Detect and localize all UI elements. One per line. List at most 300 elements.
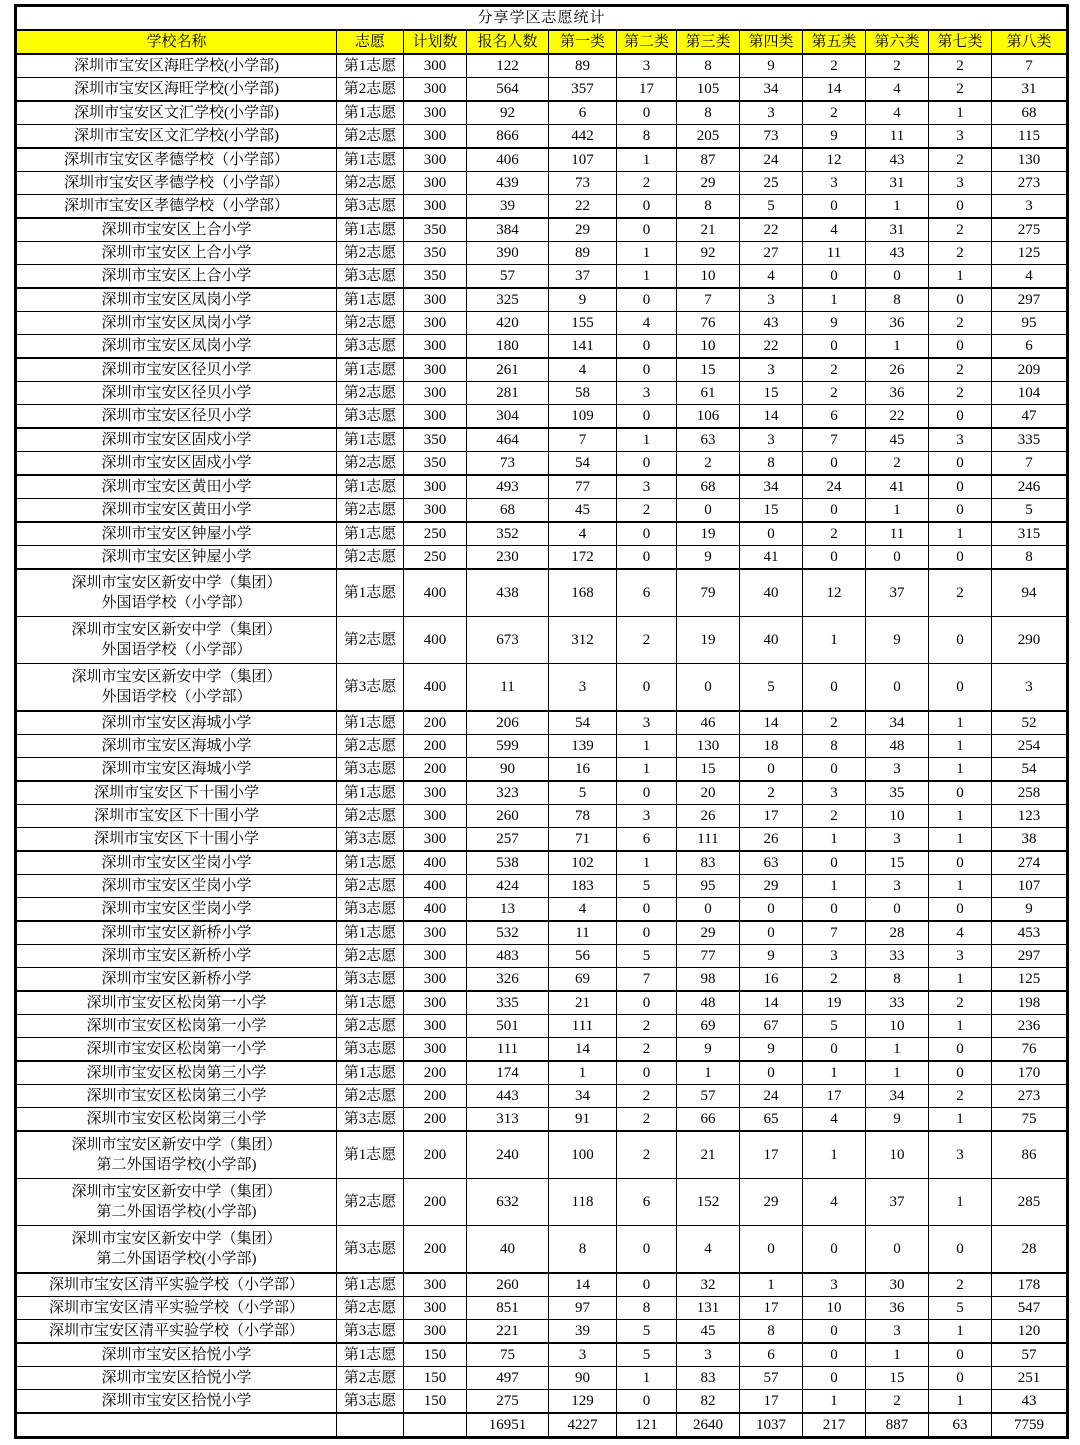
choice-cell: 第1志愿	[337, 1131, 404, 1179]
category-4-cell: 24	[740, 148, 803, 172]
table-row	[16, 828, 1068, 852]
category-5-cell: 3	[803, 172, 866, 195]
category-1-cell: 141	[549, 335, 617, 359]
choice-cell: 第3志愿	[337, 828, 404, 852]
category-4-cell: 63	[740, 851, 803, 875]
category-5-cell: 2	[803, 382, 866, 405]
table-row	[16, 851, 1068, 875]
totals-category-2-cell: 121	[617, 1413, 677, 1438]
category-5-cell: 7	[803, 428, 866, 452]
applicants-count-cell: 384	[467, 218, 549, 242]
category-4-cell: 0	[740, 758, 803, 782]
category-3-cell: 20	[677, 781, 740, 805]
choice-cell: 第2志愿	[337, 875, 404, 898]
applicants-count-cell: 90	[467, 758, 549, 782]
school-name-cell: 深圳市宝安区松岗第一小学	[16, 1038, 337, 1062]
category-6-cell: 11	[866, 125, 929, 149]
category-6-cell: 8	[866, 288, 929, 312]
table-row	[16, 1343, 1068, 1367]
category-8-cell: 315	[992, 522, 1068, 546]
table-row	[16, 569, 1068, 617]
category-7-cell: 3	[929, 1131, 992, 1179]
table-row	[16, 1131, 1068, 1179]
plan-count-cell: 300	[404, 405, 467, 429]
category-5-cell: 0	[803, 452, 866, 476]
category-7-cell: 1	[929, 1320, 992, 1344]
category-1-cell: 14	[549, 1038, 617, 1062]
category-3-cell: 8	[677, 195, 740, 219]
column-header-1: 学校名称	[16, 30, 337, 54]
category-6-cell: 9	[866, 617, 929, 664]
category-3-cell: 0	[677, 898, 740, 922]
category-6-cell: 36	[866, 312, 929, 335]
category-8-cell: 7	[992, 452, 1068, 476]
school-name-cell: 深圳市宝安区坣岗小学	[16, 898, 337, 922]
category-8-cell: 290	[992, 617, 1068, 664]
school-name-cell: 深圳市宝安区海城小学	[16, 758, 337, 782]
category-3-cell: 87	[677, 148, 740, 172]
category-8-cell: 76	[992, 1038, 1068, 1062]
category-7-cell: 2	[929, 54, 992, 78]
category-2-cell: 2	[617, 1085, 677, 1108]
category-6-cell: 36	[866, 1297, 929, 1320]
category-5-cell: 1	[803, 1061, 866, 1085]
category-6-cell: 43	[866, 148, 929, 172]
category-3-cell: 10	[677, 265, 740, 289]
category-1-cell: 29	[549, 218, 617, 242]
category-3-cell: 98	[677, 968, 740, 992]
category-7-cell: 5	[929, 1297, 992, 1320]
category-2-cell: 0	[617, 921, 677, 945]
category-2-cell: 2	[617, 1015, 677, 1038]
school-name-cell: 深圳市宝安区清平实验学校（小学部）	[16, 1320, 337, 1344]
table-row	[16, 475, 1068, 499]
table-row	[16, 101, 1068, 125]
category-5-cell: 8	[803, 735, 866, 758]
table-row	[16, 546, 1068, 570]
choice-cell: 第3志愿	[337, 405, 404, 429]
category-1-cell: 54	[549, 452, 617, 476]
category-1-cell: 16	[549, 758, 617, 782]
category-5-cell: 3	[803, 945, 866, 968]
category-2-cell: 17	[617, 78, 677, 102]
category-8-cell: 273	[992, 1085, 1068, 1108]
category-5-cell: 4	[803, 1179, 866, 1226]
school-name-cell: 深圳市宝安区孝德学校（小学部）	[16, 172, 337, 195]
applicants-count-cell: 39	[467, 195, 549, 219]
school-name-cell: 深圳市宝安区松岗第三小学	[16, 1085, 337, 1108]
category-6-cell: 1	[866, 335, 929, 359]
school-name-cell: 深圳市宝安区孝德学校（小学部）	[16, 195, 337, 219]
category-2-cell: 6	[617, 569, 677, 617]
choice-cell: 第2志愿	[337, 1015, 404, 1038]
category-4-cell: 17	[740, 1131, 803, 1179]
school-name-cell: 深圳市宝安区坣岗小学	[16, 875, 337, 898]
plan-count-cell: 350	[404, 428, 467, 452]
category-6-cell: 3	[866, 1320, 929, 1344]
category-2-cell: 4	[617, 312, 677, 335]
totals-category-4-cell: 1037	[740, 1413, 803, 1438]
category-4-cell: 0	[740, 921, 803, 945]
school-name-cell: 深圳市宝安区径贝小学	[16, 358, 337, 382]
plan-count-cell: 400	[404, 898, 467, 922]
category-1-cell: 34	[549, 1085, 617, 1108]
plan-count-cell: 200	[404, 711, 467, 735]
plan-count-cell: 300	[404, 78, 467, 102]
table-row	[16, 54, 1068, 78]
applicants-count-cell: 260	[467, 805, 549, 828]
category-6-cell: 1	[866, 195, 929, 219]
applicants-count-cell: 230	[467, 546, 549, 570]
table-row	[16, 945, 1068, 968]
choice-cell: 第2志愿	[337, 78, 404, 102]
category-8-cell: 9	[992, 898, 1068, 922]
table-row	[16, 1179, 1068, 1226]
category-4-cell: 67	[740, 1015, 803, 1038]
school-name-cell	[16, 617, 337, 664]
plan-count-cell: 300	[404, 1320, 467, 1344]
category-1-cell: 37	[549, 265, 617, 289]
category-3-cell: 130	[677, 735, 740, 758]
applicants-count-cell: 260	[467, 1273, 549, 1297]
category-8-cell: 274	[992, 851, 1068, 875]
category-7-cell: 0	[929, 898, 992, 922]
category-3-cell: 32	[677, 1273, 740, 1297]
category-6-cell: 48	[866, 735, 929, 758]
category-1-cell: 183	[549, 875, 617, 898]
plan-count-cell: 300	[404, 288, 467, 312]
category-6-cell: 15	[866, 1367, 929, 1390]
category-2-cell: 1	[617, 242, 677, 265]
school-name-line1: 深圳市宝安区新安中学（集团）	[71, 1230, 282, 1247]
category-7-cell: 0	[929, 1038, 992, 1062]
table-row	[16, 1108, 1068, 1132]
category-7-cell: 2	[929, 358, 992, 382]
table-row	[16, 664, 1068, 712]
school-name-cell: 深圳市宝安区拾悦小学	[16, 1367, 337, 1390]
category-8-cell: 335	[992, 428, 1068, 452]
category-6-cell: 22	[866, 405, 929, 429]
category-7-cell: 2	[929, 382, 992, 405]
plan-count-cell: 250	[404, 522, 467, 546]
applicants-count-cell: 122	[467, 54, 549, 78]
table-row	[16, 875, 1068, 898]
category-4-cell: 0	[740, 1061, 803, 1085]
category-1-cell: 357	[549, 78, 617, 102]
category-4-cell: 9	[740, 1038, 803, 1062]
category-2-cell: 1	[617, 428, 677, 452]
category-5-cell: 0	[803, 664, 866, 712]
category-1-cell: 54	[549, 711, 617, 735]
category-5-cell: 2	[803, 358, 866, 382]
category-6-cell: 0	[866, 265, 929, 289]
school-name-line2: 外国语学校（小学部）	[101, 595, 252, 611]
school-name-cell: 深圳市宝安区新桥小学	[16, 968, 337, 992]
category-8-cell: 104	[992, 382, 1068, 405]
plan-count-cell: 300	[404, 358, 467, 382]
plan-count-cell: 300	[404, 475, 467, 499]
category-7-cell: 2	[929, 991, 992, 1015]
category-3-cell: 61	[677, 382, 740, 405]
category-3-cell: 29	[677, 921, 740, 945]
category-3-cell: 82	[677, 1390, 740, 1414]
category-1-cell: 69	[549, 968, 617, 992]
category-2-cell: 0	[617, 1226, 677, 1274]
choice-cell: 第3志愿	[337, 265, 404, 289]
category-7-cell: 4	[929, 921, 992, 945]
category-7-cell: 0	[929, 288, 992, 312]
category-5-cell: 11	[803, 242, 866, 265]
category-8-cell: 6	[992, 335, 1068, 359]
category-8-cell: 170	[992, 1061, 1068, 1085]
school-name-cell	[16, 1179, 337, 1226]
category-3-cell: 45	[677, 1320, 740, 1344]
category-6-cell: 4	[866, 101, 929, 125]
category-3-cell: 15	[677, 358, 740, 382]
choice-cell: 第2志愿	[337, 172, 404, 195]
applicants-count-cell: 335	[467, 991, 549, 1015]
category-8-cell: 209	[992, 358, 1068, 382]
category-4-cell: 26	[740, 828, 803, 852]
table-row	[16, 312, 1068, 335]
category-5-cell: 0	[803, 1367, 866, 1390]
category-5-cell: 0	[803, 499, 866, 523]
category-3-cell: 0	[677, 664, 740, 712]
category-5-cell: 0	[803, 898, 866, 922]
category-4-cell: 15	[740, 499, 803, 523]
applicants-count-cell: 493	[467, 475, 549, 499]
category-5-cell: 2	[803, 101, 866, 125]
plan-count-cell: 350	[404, 265, 467, 289]
category-2-cell: 5	[617, 1320, 677, 1344]
category-3-cell: 29	[677, 172, 740, 195]
category-4-cell: 18	[740, 735, 803, 758]
category-2-cell: 1	[617, 148, 677, 172]
category-2-cell: 3	[617, 54, 677, 78]
category-7-cell: 1	[929, 101, 992, 125]
category-3-cell: 19	[677, 522, 740, 546]
category-4-cell: 3	[740, 101, 803, 125]
category-8-cell: 95	[992, 312, 1068, 335]
school-name-cell: 深圳市宝安区海城小学	[16, 735, 337, 758]
choice-cell: 第1志愿	[337, 1273, 404, 1297]
category-3-cell: 95	[677, 875, 740, 898]
category-1-cell: 56	[549, 945, 617, 968]
category-4-cell: 0	[740, 1226, 803, 1274]
category-8-cell: 297	[992, 288, 1068, 312]
category-8-cell: 86	[992, 1131, 1068, 1179]
category-1-cell: 89	[549, 242, 617, 265]
totals-category-1-cell: 4227	[549, 1413, 617, 1438]
category-3-cell: 68	[677, 475, 740, 499]
category-6-cell: 2	[866, 1390, 929, 1414]
category-6-cell: 3	[866, 828, 929, 852]
category-5-cell: 2	[803, 522, 866, 546]
table-row	[16, 522, 1068, 546]
category-5-cell: 9	[803, 125, 866, 149]
school-name-cell	[16, 569, 337, 617]
category-3-cell: 8	[677, 101, 740, 125]
category-2-cell: 7	[617, 968, 677, 992]
category-8-cell: 28	[992, 1226, 1068, 1274]
choice-cell: 第3志愿	[337, 898, 404, 922]
column-header-9: 第五类	[803, 30, 866, 54]
category-5-cell: 6	[803, 405, 866, 429]
category-2-cell: 0	[617, 1390, 677, 1414]
column-header-10: 第六类	[866, 30, 929, 54]
category-6-cell: 45	[866, 428, 929, 452]
category-8-cell: 251	[992, 1367, 1068, 1390]
category-1-cell: 90	[549, 1367, 617, 1390]
category-5-cell: 24	[803, 475, 866, 499]
category-1-cell: 139	[549, 735, 617, 758]
category-5-cell: 5	[803, 1015, 866, 1038]
category-1-cell: 109	[549, 405, 617, 429]
choice-cell: 第1志愿	[337, 1343, 404, 1367]
category-5-cell: 12	[803, 569, 866, 617]
category-7-cell: 1	[929, 735, 992, 758]
category-8-cell: 236	[992, 1015, 1068, 1038]
category-2-cell: 3	[617, 805, 677, 828]
category-7-cell: 1	[929, 758, 992, 782]
category-1-cell: 45	[549, 499, 617, 523]
category-2-cell: 1	[617, 851, 677, 875]
plan-count-cell: 200	[404, 735, 467, 758]
column-header-12: 第八类	[992, 30, 1068, 54]
category-2-cell: 3	[617, 711, 677, 735]
applicants-count-cell: 673	[467, 617, 549, 664]
category-4-cell: 73	[740, 125, 803, 149]
applicants-count-cell: 501	[467, 1015, 549, 1038]
plan-count-cell: 200	[404, 1131, 467, 1179]
choice-cell: 第3志愿	[337, 1226, 404, 1274]
category-6-cell: 0	[866, 546, 929, 570]
category-7-cell: 0	[929, 499, 992, 523]
school-name-line2: 第二外国语学校(小学部)	[96, 1157, 257, 1173]
category-5-cell: 17	[803, 1085, 866, 1108]
choice-cell: 第2志愿	[337, 1297, 404, 1320]
category-7-cell: 2	[929, 312, 992, 335]
school-name-line1: 深圳市宝安区新安中学（集团）	[71, 621, 282, 638]
category-1-cell: 168	[549, 569, 617, 617]
category-3-cell: 152	[677, 1179, 740, 1226]
plan-count-cell: 300	[404, 805, 467, 828]
category-7-cell: 0	[929, 664, 992, 712]
choice-cell: 第3志愿	[337, 664, 404, 712]
school-name-cell: 深圳市宝安区固戍小学	[16, 428, 337, 452]
category-2-cell: 2	[617, 499, 677, 523]
category-7-cell: 0	[929, 546, 992, 570]
plan-count-cell: 400	[404, 851, 467, 875]
category-2-cell: 0	[617, 101, 677, 125]
table-row	[16, 735, 1068, 758]
school-name-line1: 深圳市宝安区新安中学（集团）	[71, 668, 282, 685]
category-6-cell: 9	[866, 1108, 929, 1132]
category-6-cell: 37	[866, 1179, 929, 1226]
category-7-cell: 0	[929, 452, 992, 476]
category-2-cell: 8	[617, 125, 677, 149]
applicants-count-cell: 420	[467, 312, 549, 335]
category-8-cell: 254	[992, 735, 1068, 758]
category-4-cell: 43	[740, 312, 803, 335]
category-4-cell: 3	[740, 358, 803, 382]
applicants-count-cell: 851	[467, 1297, 549, 1320]
table-row	[16, 1297, 1068, 1320]
category-3-cell: 76	[677, 312, 740, 335]
category-3-cell: 10	[677, 335, 740, 359]
category-1-cell: 73	[549, 172, 617, 195]
table-row	[16, 242, 1068, 265]
category-4-cell: 22	[740, 335, 803, 359]
category-4-cell: 57	[740, 1367, 803, 1390]
category-2-cell: 0	[617, 546, 677, 570]
applicants-count-cell: 11	[467, 664, 549, 712]
category-5-cell: 10	[803, 1297, 866, 1320]
category-5-cell: 7	[803, 921, 866, 945]
choice-cell: 第1志愿	[337, 781, 404, 805]
category-5-cell: 12	[803, 148, 866, 172]
plan-count-cell: 150	[404, 1343, 467, 1367]
category-1-cell: 9	[549, 288, 617, 312]
school-name-cell: 深圳市宝安区海城小学	[16, 711, 337, 735]
column-header-2: 志愿	[337, 30, 404, 54]
applicants-count-cell: 439	[467, 172, 549, 195]
category-8-cell: 57	[992, 1343, 1068, 1367]
table-row	[16, 452, 1068, 476]
category-1-cell: 8	[549, 1226, 617, 1274]
category-5-cell: 0	[803, 758, 866, 782]
school-name-cell: 深圳市宝安区新桥小学	[16, 921, 337, 945]
table-row	[16, 781, 1068, 805]
table-header-row	[16, 30, 1068, 54]
school-name-cell: 深圳市宝安区文汇学校(小学部)	[16, 101, 337, 125]
category-4-cell: 34	[740, 78, 803, 102]
category-4-cell: 14	[740, 405, 803, 429]
school-name-cell: 深圳市宝安区孝德学校（小学部）	[16, 148, 337, 172]
school-name-cell: 深圳市宝安区新桥小学	[16, 945, 337, 968]
choice-cell: 第3志愿	[337, 1108, 404, 1132]
column-header-7: 第三类	[677, 30, 740, 54]
category-3-cell: 9	[677, 1038, 740, 1062]
category-8-cell: 38	[992, 828, 1068, 852]
table-row	[16, 288, 1068, 312]
category-4-cell: 40	[740, 617, 803, 664]
category-1-cell: 58	[549, 382, 617, 405]
plan-count-cell: 200	[404, 1085, 467, 1108]
applicants-count-cell: 304	[467, 405, 549, 429]
category-4-cell: 8	[740, 1320, 803, 1344]
category-4-cell: 17	[740, 1297, 803, 1320]
plan-count-cell: 200	[404, 1061, 467, 1085]
category-7-cell: 1	[929, 1108, 992, 1132]
category-6-cell: 10	[866, 805, 929, 828]
table-row	[16, 358, 1068, 382]
school-name-cell: 深圳市宝安区黄田小学	[16, 475, 337, 499]
plan-count-cell: 200	[404, 1179, 467, 1226]
category-2-cell: 2	[617, 1108, 677, 1132]
category-6-cell: 1	[866, 1343, 929, 1367]
category-2-cell: 0	[617, 195, 677, 219]
school-name-cell: 深圳市宝安区固戍小学	[16, 452, 337, 476]
choice-cell: 第2志愿	[337, 499, 404, 523]
choice-cell: 第3志愿	[337, 758, 404, 782]
category-1-cell: 312	[549, 617, 617, 664]
choice-cell: 第2志愿	[337, 125, 404, 149]
choice-cell: 第2志愿	[337, 312, 404, 335]
plan-count-cell: 200	[404, 1108, 467, 1132]
column-header-3: 计划数	[404, 30, 467, 54]
school-name-cell: 深圳市宝安区下十围小学	[16, 781, 337, 805]
